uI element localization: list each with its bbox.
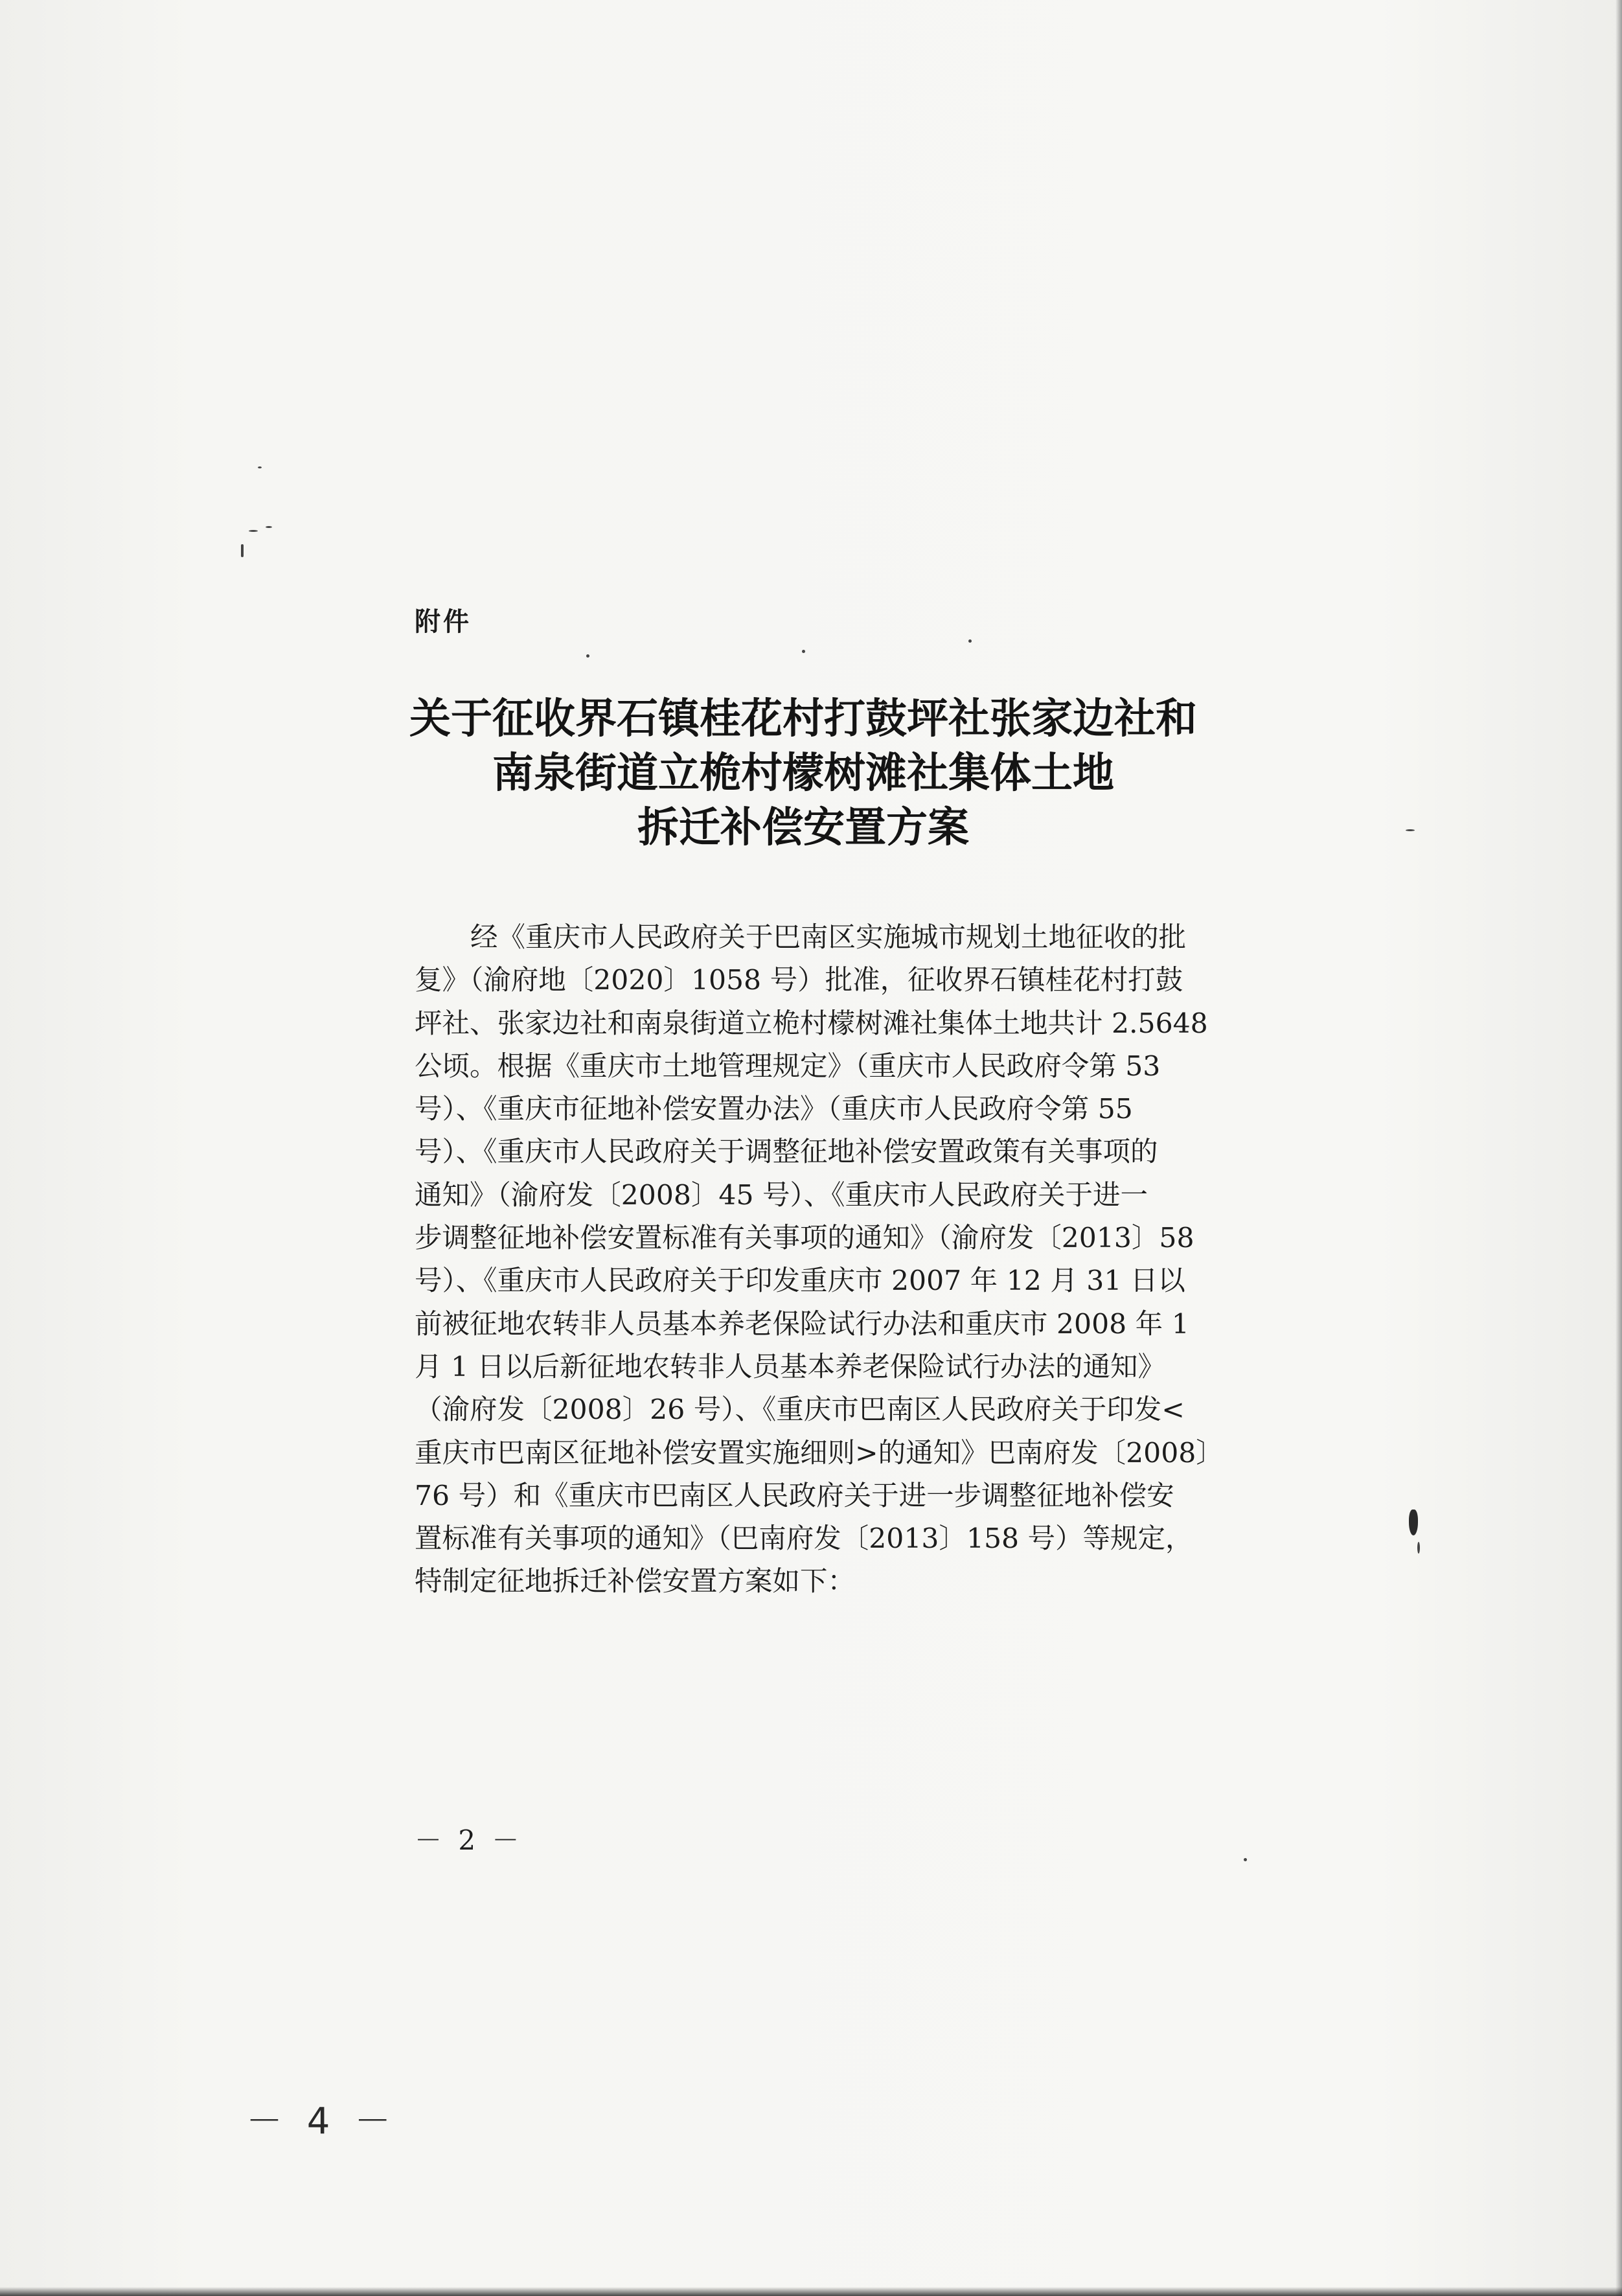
- scan-speck: [258, 466, 262, 468]
- scan-edge-right: [1616, 0, 1622, 2296]
- scan-speck: [1409, 1510, 1418, 1535]
- outer-page-number: － 4 －: [246, 2100, 398, 2142]
- scan-speck: [1244, 1858, 1247, 1861]
- body-line: 通知》（渝府发〔2008〕45 号）、《重庆市人民政府关于进一: [415, 1179, 1148, 1211]
- scan-speck: [968, 639, 972, 643]
- body-line: 特制定征地拆迁补偿安置方案如下：: [415, 1566, 856, 1598]
- body-line: 经《重庆市人民政府关于巴南区实施城市规划土地征收的批: [470, 922, 1187, 954]
- body-line: 置标准有关事项的通知》（巴南府发〔2013〕158 号）等规定，: [415, 1523, 1193, 1556]
- inner-page-number: － 2 －: [415, 1824, 523, 1856]
- scan-speck: [1417, 1542, 1420, 1554]
- body-line: 76 号）和《重庆市巴南区人民政府关于进一步调整征地补偿安: [415, 1480, 1174, 1512]
- body-line: 复》（渝府地〔2020〕1058 号）批准，征收界石镇桂花村打鼓: [415, 965, 1183, 997]
- scan-speck: [241, 544, 244, 557]
- document-title: [363, 692, 1244, 855]
- body-line: 公顷。根据《重庆市土地管理规定》（重庆市人民政府令第 53: [415, 1050, 1161, 1083]
- body-line: （渝府发〔2008〕26 号）、《重庆市巴南区人民政府关于印发<: [415, 1394, 1185, 1427]
- scan-speck: [266, 526, 272, 528]
- body-paragraph: [415, 917, 1308, 1604]
- body-line: 步调整征地补偿安置标准有关事项的通知》（渝府发〔2013〕58: [415, 1223, 1194, 1255]
- scan-speck: [1406, 829, 1415, 831]
- body-line: 坪社、张家边社和南泉街道立桅村檬树滩社集体土地共计 2.5648: [415, 1007, 1208, 1040]
- body-line: 月 1 日以后新征地农转非人员基本养老保险试行办法的通知》: [415, 1351, 1166, 1383]
- title-line: 南泉街道立桅村檬树滩社集体土地: [492, 749, 1114, 798]
- title-line: 关于征收界石镇桂花村打鼓坪社张家边社和: [409, 695, 1197, 743]
- body-line: 重庆市巴南区征地补偿安置实施细则>的通知》巴南府发〔2008〕: [415, 1437, 1224, 1469]
- body-line: 号）、《重庆市征地补偿安置办法》（重庆市人民政府令第 55: [415, 1094, 1133, 1126]
- scan-speck: [586, 654, 589, 658]
- attachment-label: 附件: [415, 607, 472, 637]
- scan-speck: [249, 530, 258, 532]
- scan-speck: [802, 650, 805, 653]
- scan-edge-bottom: [0, 2287, 1622, 2296]
- title-line: 拆迁补偿安置方案: [637, 803, 969, 852]
- body-line: 前被征地农转非人员基本养老保险试行办法和重庆市 2008 年 1: [415, 1308, 1189, 1340]
- body-line: 号）、《重庆市人民政府关于印发重庆市 2007 年 12 月 31 日以: [415, 1265, 1185, 1298]
- body-line: 号）、《重庆市人民政府关于调整征地补偿安置政策有关事项的: [415, 1136, 1158, 1169]
